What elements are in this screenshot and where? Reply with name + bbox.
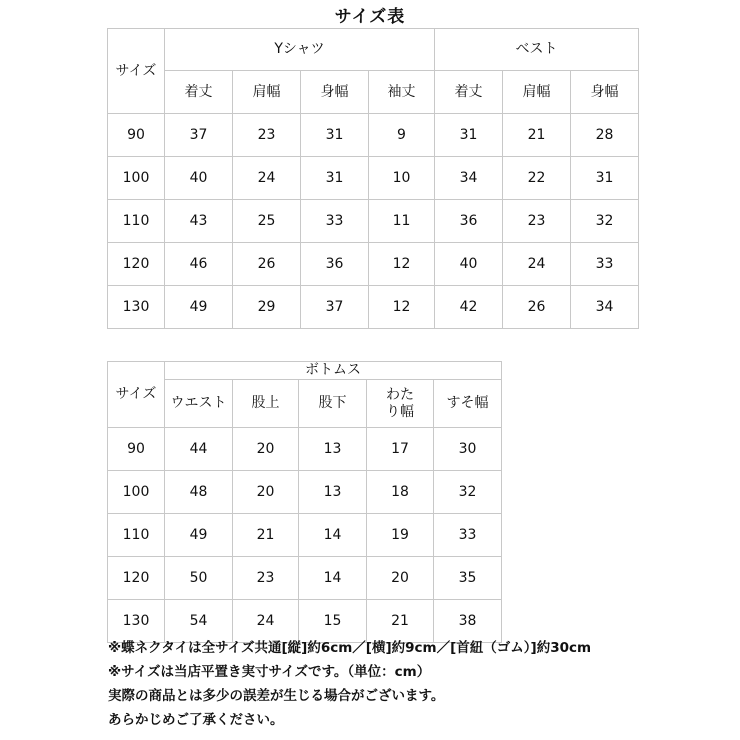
value-cell: 49 [165,286,233,329]
shirt-group-header: Yシャツ [165,29,435,71]
size-cell: 110 [108,200,165,243]
value-cell: 23 [503,200,571,243]
value-cell: 40 [165,157,233,200]
value-cell: 24 [503,243,571,286]
value-cell: 13 [299,428,367,471]
value-cell: 30 [434,428,502,471]
value-cell: 44 [165,428,233,471]
value-cell: 21 [503,114,571,157]
size-column-header: サイズ [108,362,165,428]
value-cell: 24 [233,600,299,643]
column-header: 肩幅 [503,71,571,114]
value-cell: 22 [503,157,571,200]
column-header: すそ幅 [434,380,502,428]
value-cell: 24 [233,157,301,200]
value-cell: 31 [571,157,639,200]
value-cell: 28 [571,114,639,157]
value-cell: 31 [435,114,503,157]
value-cell: 23 [233,557,299,600]
value-cell: 33 [301,200,369,243]
column-header: 股上 [233,380,299,428]
value-cell: 40 [435,243,503,286]
value-cell: 37 [165,114,233,157]
value-cell: 32 [434,471,502,514]
value-cell: 54 [165,600,233,643]
value-cell: 26 [503,286,571,329]
value-cell: 21 [367,600,434,643]
value-cell: 33 [434,514,502,557]
size-cell: 90 [108,428,165,471]
note-line: 実際の商品とは多少の誤差が生じる場合がございます。 [108,688,445,704]
value-cell: 37 [301,286,369,329]
size-cell: 120 [108,557,165,600]
size-column-header: サイズ [108,29,165,114]
value-cell: 14 [299,514,367,557]
value-cell: 11 [369,200,435,243]
value-cell: 34 [571,286,639,329]
value-cell: 31 [301,157,369,200]
column-header: 肩幅 [233,71,301,114]
value-cell: 14 [299,557,367,600]
column-header: ウエスト [165,380,233,428]
value-cell: 46 [165,243,233,286]
table-row [108,114,639,157]
value-cell: 25 [233,200,301,243]
size-cell: 110 [108,514,165,557]
bottoms-group-header: ボトムス [165,362,502,380]
value-cell: 12 [369,286,435,329]
page-title: サイズ表 [334,7,406,27]
value-cell: 15 [299,600,367,643]
column-header: わたり幅 [367,380,434,428]
size-cell: 100 [108,157,165,200]
value-cell: 49 [165,514,233,557]
table-row [108,286,639,329]
size-cell: 120 [108,243,165,286]
note-line: ※サイズは当店平置き実寸サイズです。（単位：cm） [108,664,431,680]
table-row [108,428,502,471]
table-row [108,471,502,514]
value-cell: 20 [367,557,434,600]
value-cell: 50 [165,557,233,600]
value-cell: 18 [367,471,434,514]
size-cell: 130 [108,600,165,643]
table-row [108,557,502,600]
column-header: 身幅 [571,71,639,114]
column-header: 着丈 [165,71,233,114]
value-cell: 20 [233,471,299,514]
value-cell: 33 [571,243,639,286]
table-row [108,200,639,243]
value-cell: 48 [165,471,233,514]
value-cell: 23 [233,114,301,157]
size-cell: 100 [108,471,165,514]
value-cell: 43 [165,200,233,243]
value-cell: 19 [367,514,434,557]
value-cell: 20 [233,428,299,471]
value-cell: 12 [369,243,435,286]
value-cell: 36 [435,200,503,243]
note-line: あらかじめご了承ください。 [108,712,284,728]
shirt-vest-size-table [107,28,639,329]
column-header: 股下 [299,380,367,428]
vest-group-header: ベスト [435,29,639,71]
value-cell: 34 [435,157,503,200]
value-cell: 10 [369,157,435,200]
column-header: 着丈 [435,71,503,114]
size-cell: 90 [108,114,165,157]
value-cell: 29 [233,286,301,329]
column-header: 身幅 [301,71,369,114]
bottoms-size-table [107,361,502,643]
value-cell: 36 [301,243,369,286]
value-cell: 35 [434,557,502,600]
value-cell: 42 [435,286,503,329]
column-header: 袖丈 [369,71,435,114]
value-cell: 32 [571,200,639,243]
value-cell: 9 [369,114,435,157]
table-row [108,514,502,557]
table-row [108,243,639,286]
value-cell: 26 [233,243,301,286]
value-cell: 17 [367,428,434,471]
value-cell: 38 [434,600,502,643]
value-cell: 13 [299,471,367,514]
value-cell: 21 [233,514,299,557]
size-cell: 130 [108,286,165,329]
notes-block [108,636,728,732]
table-row [108,157,639,200]
note-line: ※蝶ネクタイは全サイズ共通[縦]約6cm／[横]約9cm／[首紐（ゴム）]約30cm [108,640,592,656]
value-cell: 31 [301,114,369,157]
